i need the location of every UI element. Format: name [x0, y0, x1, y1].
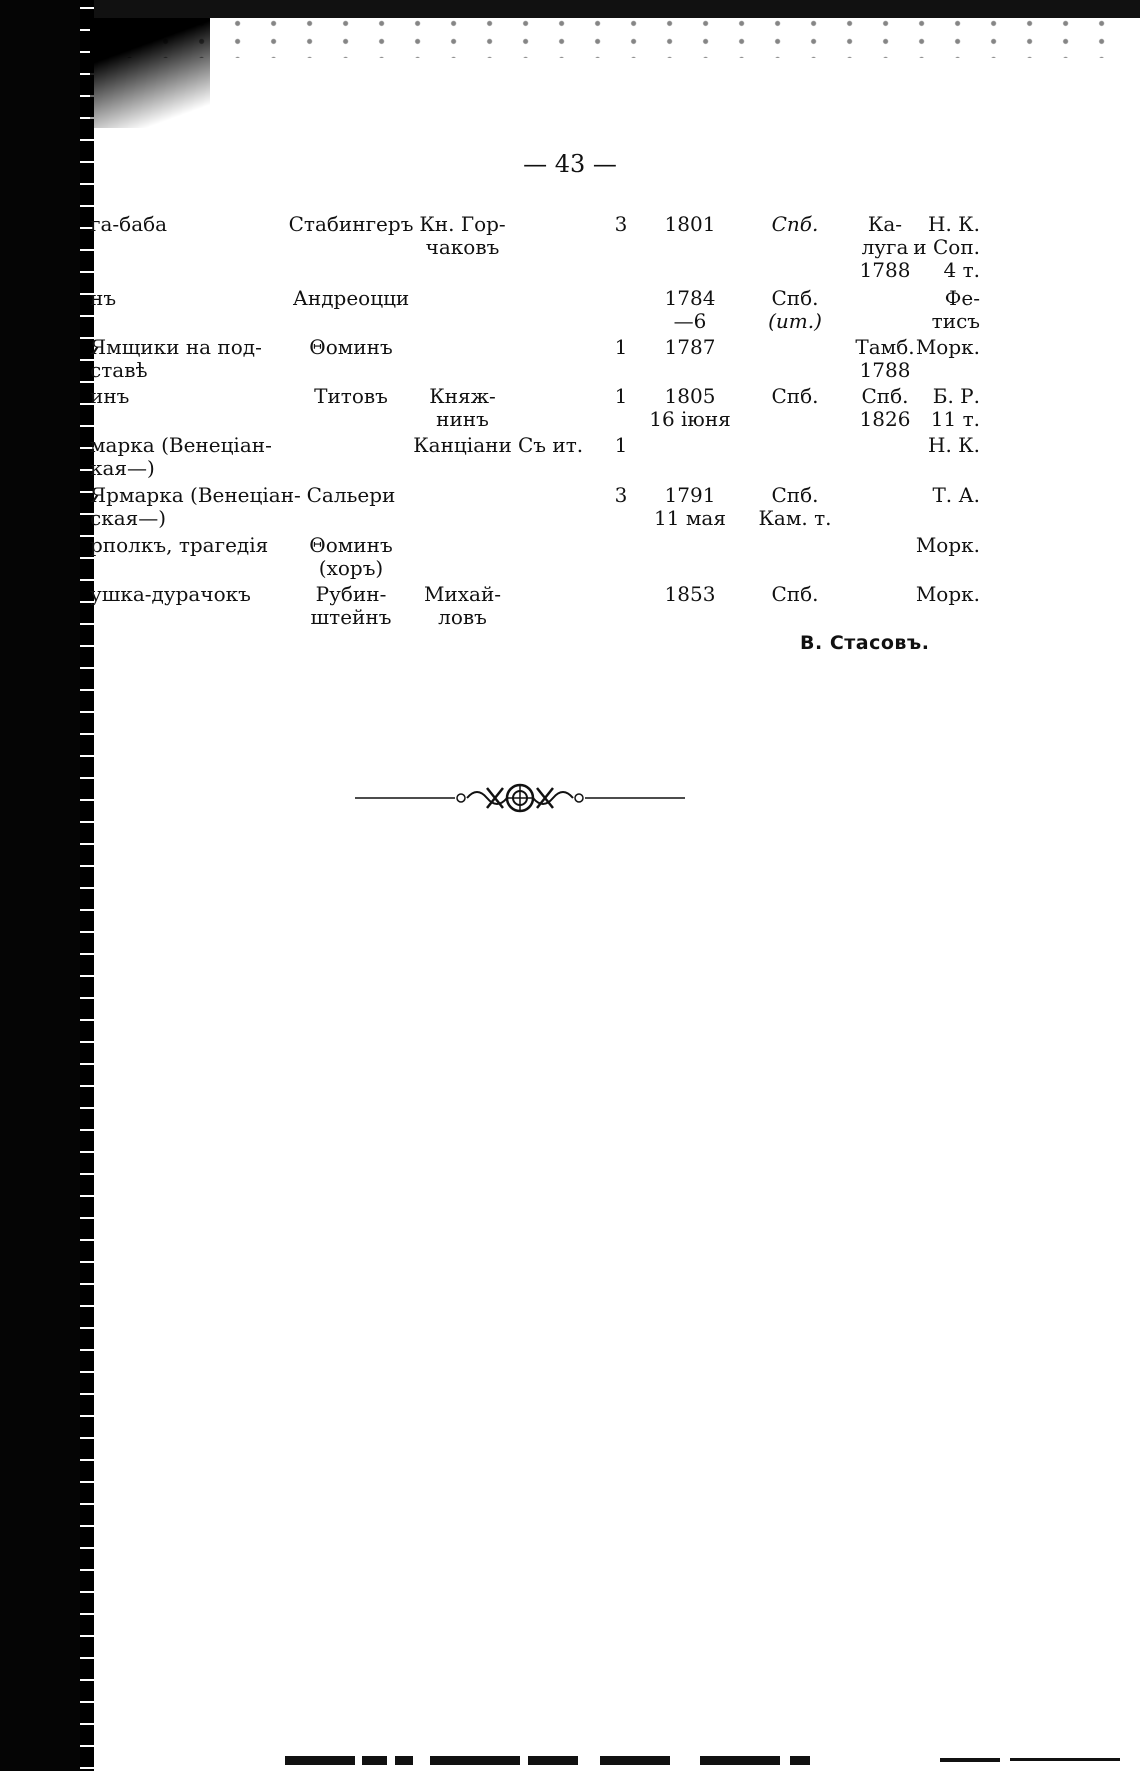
cell-line: 1	[614, 335, 628, 359]
cell-place	[755, 287, 835, 333]
cell-line: рполкъ, трагедія	[90, 533, 269, 557]
cell-line: Кам. т.	[758, 506, 832, 530]
cell-line: Съ ит.	[518, 433, 584, 457]
cell-composer	[286, 583, 416, 629]
cell-line: Спб.	[771, 483, 819, 507]
cell-line: Канціани	[413, 433, 512, 457]
cell-line: Кн. Гор-	[419, 212, 506, 236]
cell-line: —6	[673, 309, 707, 333]
cell-line: Ка-	[867, 212, 903, 236]
cell-line: 1788	[859, 358, 911, 382]
cell-composer	[286, 534, 416, 580]
cell-line: Спб.	[771, 212, 819, 236]
cell-line: Спб.	[861, 384, 909, 408]
cell-line: 1791	[664, 483, 716, 507]
cell-acts	[608, 434, 634, 457]
page-number: — 43 —	[523, 150, 617, 178]
cell-title	[90, 336, 295, 382]
cell-line: Θоминъ	[309, 335, 393, 359]
cell-line: Титовъ	[314, 384, 388, 408]
cell-line: кая—)	[90, 456, 155, 480]
cell-line: Спб.	[771, 286, 819, 310]
cell-line: 1788	[859, 258, 911, 282]
cell-line: инъ	[90, 384, 130, 408]
bottom-scan-artifacts	[90, 1748, 1140, 1771]
cell-title	[90, 385, 295, 408]
cell-ref	[908, 534, 980, 557]
cell-line: Т. А.	[932, 483, 980, 507]
cell-line: ушка-дурачокъ	[90, 582, 251, 606]
cell-ref	[908, 385, 980, 431]
cell-year	[640, 385, 740, 431]
cell-line: чаковъ	[425, 235, 500, 259]
cell-place	[755, 484, 835, 530]
cell-line: Рубин-	[315, 582, 387, 606]
cell-acts	[608, 336, 634, 359]
cell-line: Морк.	[915, 582, 980, 606]
cell-composer	[286, 287, 416, 310]
cell-title	[90, 287, 295, 310]
cell-line: Ярмарка (Венеціан-	[90, 483, 301, 507]
top-scan-specks	[90, 18, 1110, 58]
cell-line: 1784	[664, 286, 716, 310]
cell-place	[755, 385, 835, 408]
cell-ref	[908, 336, 980, 359]
cell-composer	[286, 213, 416, 236]
cell-line: 1787	[664, 335, 716, 359]
cell-line: 1801	[664, 212, 716, 236]
cell-line: и Соп.	[913, 235, 980, 259]
cell-line: нинъ	[436, 407, 489, 431]
cell-ref	[908, 434, 980, 457]
cell-line: Спб.	[771, 582, 819, 606]
corner-ink-blot	[90, 18, 210, 128]
cell-line: га-баба	[90, 212, 168, 236]
cell-line: Н. К.	[928, 212, 980, 236]
book-spine-shadow	[0, 0, 90, 1771]
cell-year	[640, 287, 740, 333]
cell-line: Андреоцци	[292, 286, 410, 310]
cell-year	[640, 213, 740, 236]
cell-line: 1	[614, 433, 628, 457]
cell-ref	[908, 484, 980, 507]
cell-acts	[608, 385, 634, 408]
cell-line: 11 мая	[654, 506, 726, 530]
cell-place	[755, 213, 835, 236]
top-scan-border	[0, 0, 1140, 18]
cell-line: 1	[614, 384, 628, 408]
cell-line: Морк.	[915, 335, 980, 359]
cell-title	[90, 213, 295, 236]
cell-composer	[286, 484, 416, 507]
cell-composer	[286, 336, 416, 359]
cell-line: 1853	[664, 582, 716, 606]
cell-line: Стабингеръ	[288, 212, 414, 236]
cell-librettist	[410, 385, 515, 431]
cell-ref	[908, 287, 980, 333]
cell-ref	[908, 213, 980, 282]
cell-line: 4 т.	[943, 258, 980, 282]
cell-line: 16 іюня	[649, 407, 731, 431]
cell-line: (хоръ)	[318, 556, 384, 580]
cell-year	[640, 583, 740, 606]
cell-line: 3	[614, 212, 628, 236]
cell-librettist	[410, 213, 515, 259]
cell-line: Княж-	[429, 384, 496, 408]
cell-title	[90, 434, 295, 480]
cell-line: Сальери	[306, 483, 396, 507]
cell-line: Спб.	[771, 384, 819, 408]
cell-composer	[286, 385, 416, 408]
cell-line: 1826	[859, 407, 911, 431]
cell-title	[90, 583, 295, 606]
book-spine-edge	[80, 0, 94, 1771]
cell-line: Θоминъ	[309, 533, 393, 557]
cell-year	[640, 336, 740, 359]
cell-line: Ямщики на под-	[90, 335, 262, 359]
cell-line: ловъ	[438, 605, 487, 629]
cell-acts	[608, 484, 634, 507]
cell-line: Морк.	[915, 533, 980, 557]
cell-line: луга	[861, 235, 909, 259]
cell-line: 11 т.	[930, 407, 980, 431]
cell-line: марка (Венеціан-	[90, 433, 272, 457]
cell-line: ставѣ	[90, 358, 148, 382]
author-signature: В. Стасовъ.	[800, 632, 930, 654]
cell-title	[90, 534, 295, 557]
cell-line: нъ	[90, 286, 117, 310]
cell-librettist	[410, 434, 515, 457]
cell-acts	[608, 213, 634, 236]
cell-librettist	[410, 583, 515, 629]
cell-line: Н. К.	[928, 433, 980, 457]
cell-line: (ит.)	[768, 309, 822, 333]
cell-line: 1805	[664, 384, 716, 408]
cell-ref	[908, 583, 980, 606]
cell-line: тисъ	[931, 309, 980, 333]
cell-line: Б. Р.	[932, 384, 980, 408]
cell-line: ская—)	[90, 506, 167, 530]
cell-note	[518, 434, 583, 457]
cell-line: штейнъ	[310, 605, 392, 629]
cell-line: Михай-	[423, 582, 502, 606]
cell-place	[755, 583, 835, 606]
cell-title	[90, 483, 301, 530]
cell-year	[640, 484, 740, 530]
cell-line: Фе-	[944, 286, 980, 310]
cell-line: 3	[614, 483, 628, 507]
decorative-divider-ornament	[355, 780, 685, 816]
cell-line: Тамб.	[855, 335, 915, 359]
